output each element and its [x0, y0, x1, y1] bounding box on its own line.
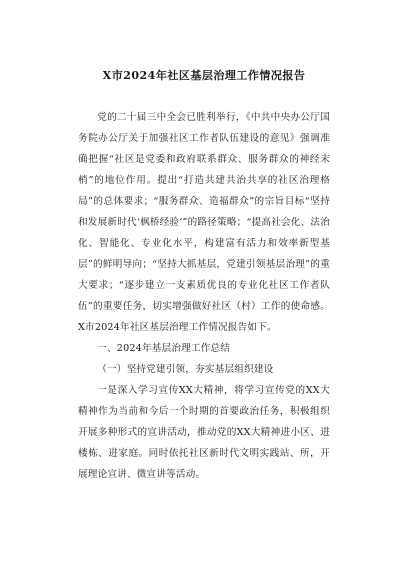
intro-paragraph: 党的二十届三中全会已胜利举行，《中共中央办公厅国务院办公厅关于加强社区工作者队伍建设的意见》强调准确把握“社区是党委和政府联系群众、服务群众的神经末梢”的地位作用。提出“打造共建共治共享的社区治理格局”的总体要求；“服务群众、造福群众”的宗旨目标“坚持和发展新时代‘枫桥经验’”的路径策略；“提高社会化、法治化、智能化、专业化水平，构建富有活力和效率新型基层”的鲜明导向；“坚持大抓基层，党建引领基层治理”的重大要求；“逐步建立一支素质优良的专业化社区工作者队伍”的重要任务，切实增强做好社区（村）工作的使命感。X市2024年社区基层治理工作情况报告如下。 — [78, 112, 330, 333]
body-paragraph: 一是深入学习宣传XX大精神，将学习宣传党的XX大精神作为当前和今后一个时期的首要政治任务，积极组织开展多种形式的宣讲活动，推动党的XX大精神进小区、进楼栋、进家庭。同时依托社区新时代文明实践站、所，开展理论宣讲、微宣讲等活动。 — [78, 385, 330, 480]
subsection-heading: （一）坚持党建引领，夯实基层组织建设 — [97, 364, 274, 375]
document-title: X市2024年社区基层治理工作情况报告 — [102, 69, 306, 82]
section-heading: 一、2024年基层治理工作总结 — [97, 343, 231, 354]
